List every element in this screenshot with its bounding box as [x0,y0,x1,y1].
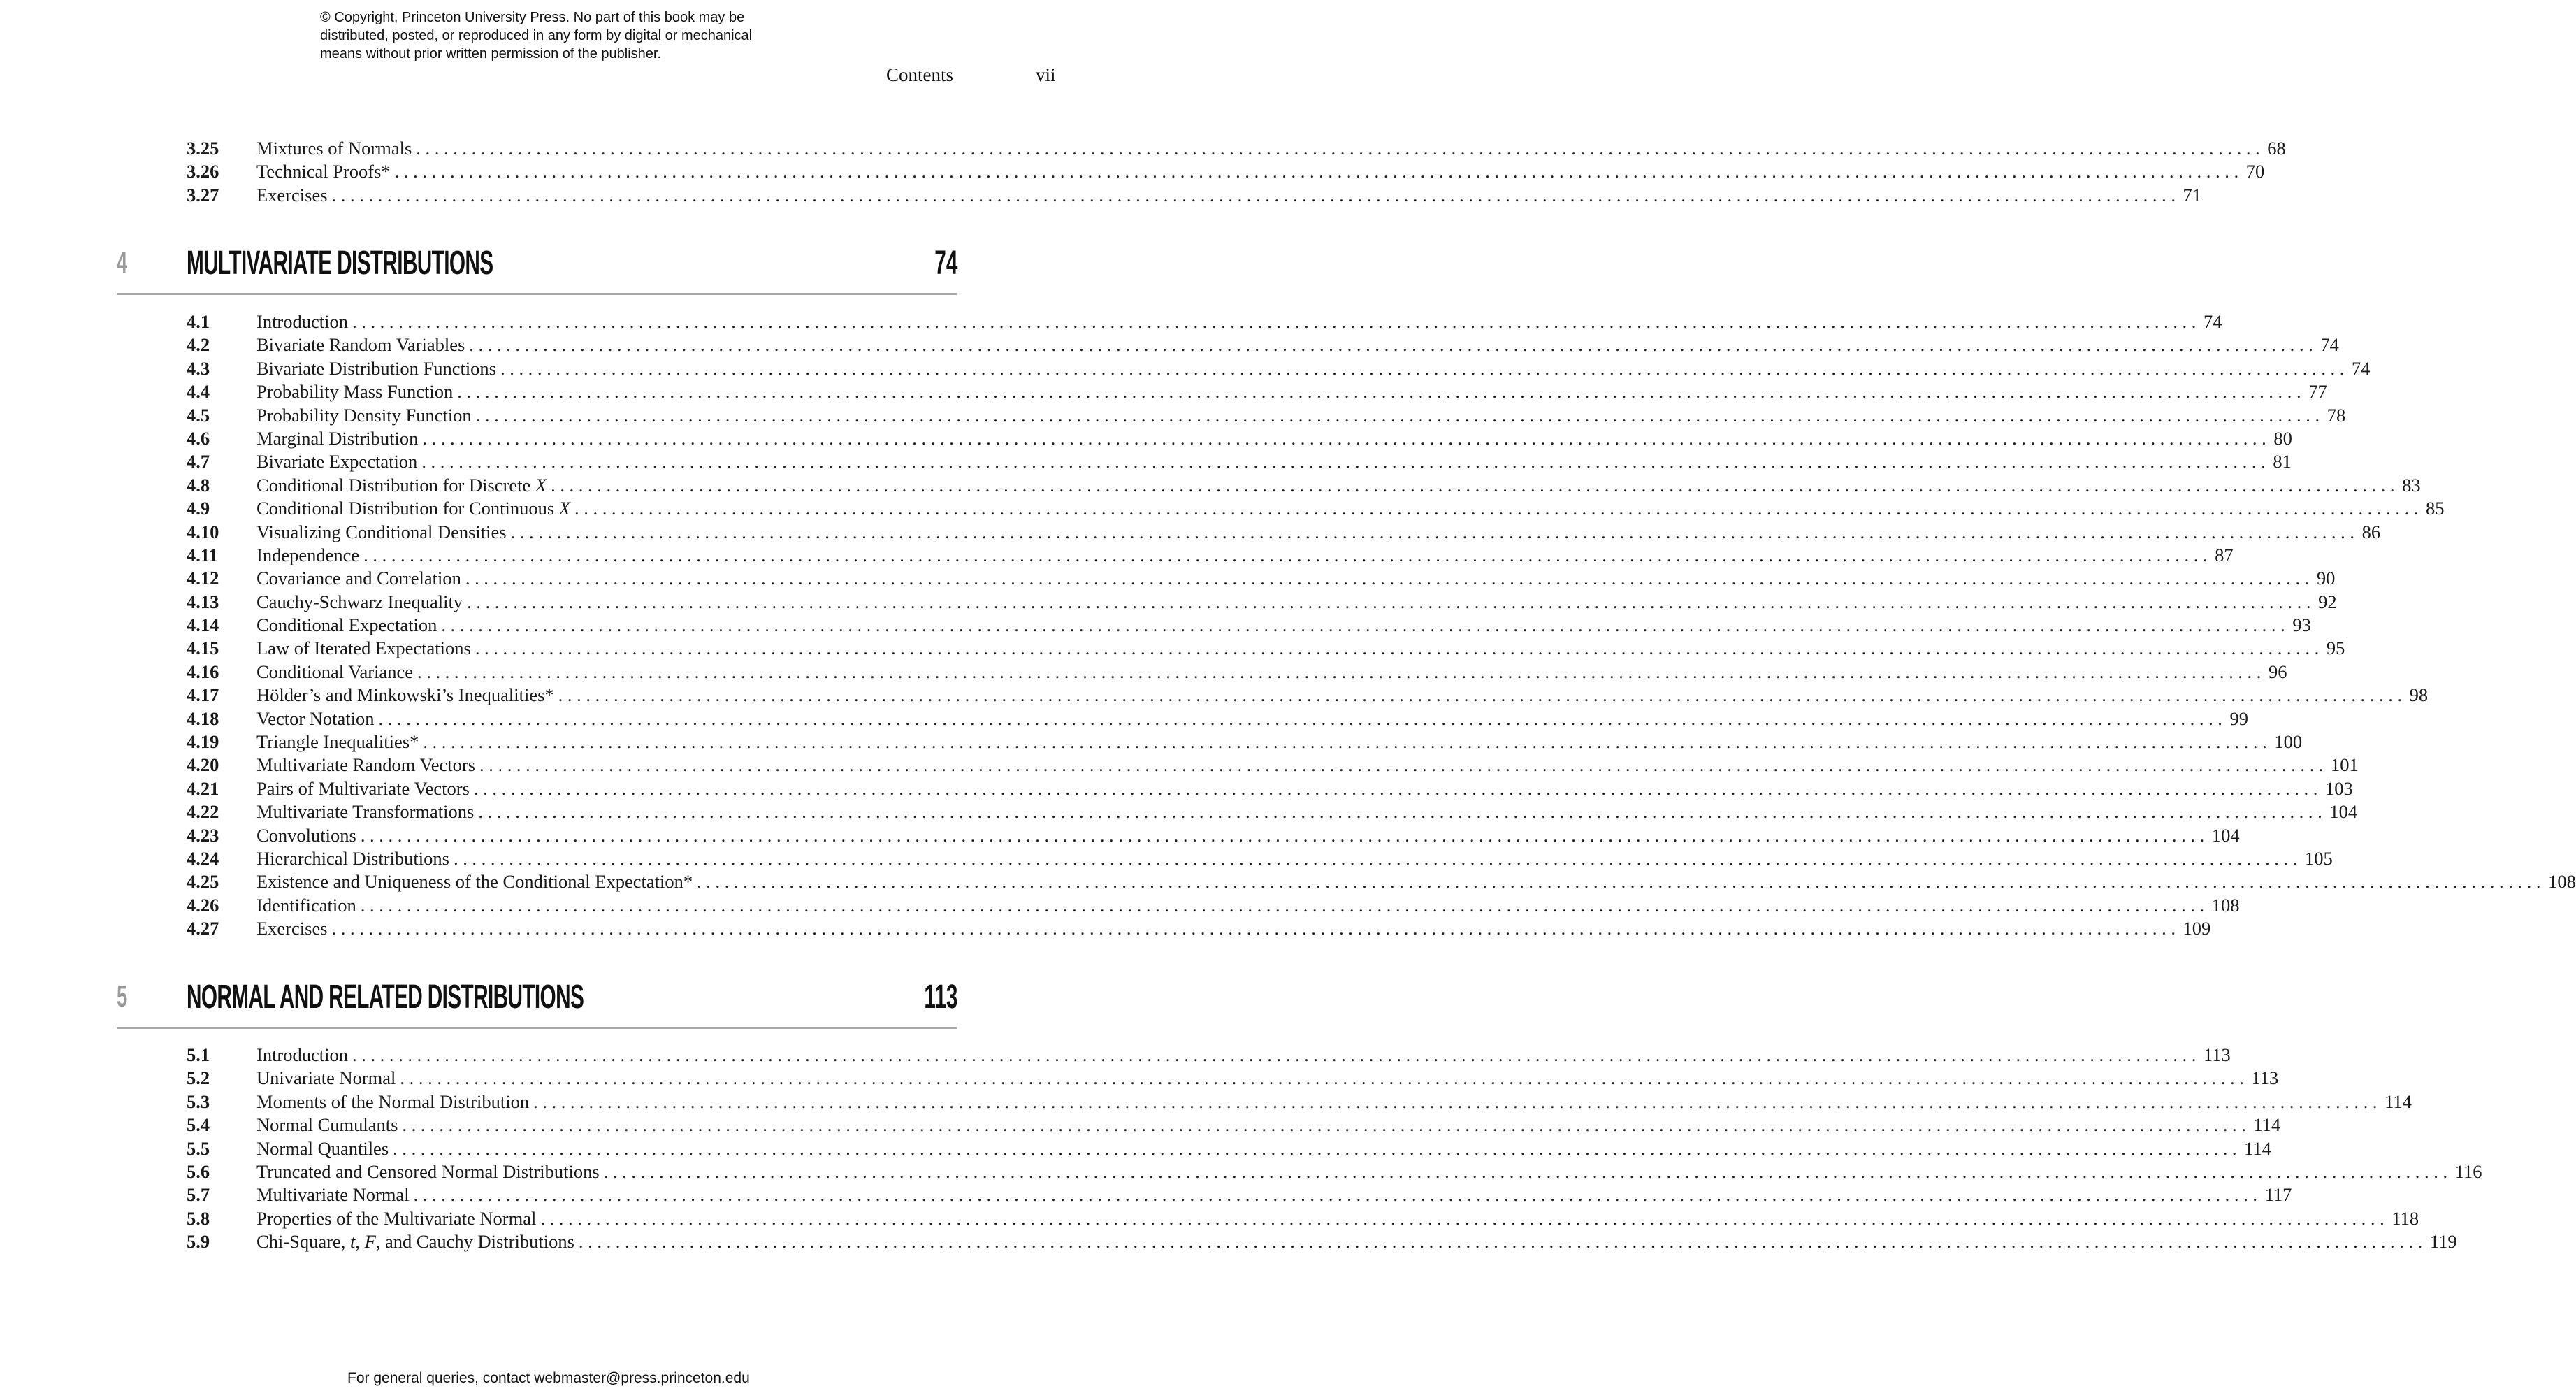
toc-entry-title: Introduction [256,311,348,332]
toc-entry-title: Convolutions [256,824,356,846]
toc-entry-page-number: 116 [2454,1160,2482,1182]
toc-entry[interactable] [187,1183,2292,1206]
toc-entry[interactable] [187,1160,2482,1183]
dot-leader: ........................................................................................................................................................................................................ [331,184,2180,206]
toc-entry[interactable] [187,1207,2419,1230]
toc-entry[interactable] [187,824,2240,847]
toc-entry-title: Conditional Distribution for Discrete X [256,474,547,496]
dot-leader: ........................................................................................................................................................................................................ [363,544,2213,565]
dot-leader: ........................................................................................................................................................................................................ [465,568,2314,589]
toc-entry-body [256,1230,2457,1253]
toc-entry[interactable] [187,427,2292,450]
toc-entry[interactable] [187,450,2292,473]
toc-entry-page-number: 99 [2229,707,2249,729]
toc-entry-page-number: 109 [2183,918,2211,939]
chapter-title: MULTIVARIATE DISTRIBUTIONS [187,245,493,282]
dot-leader: ........................................................................................................................................................................................................ [473,777,2322,799]
toc-entry-body [256,707,2249,730]
dot-leader: ........................................................................................................................................................................................................ [360,894,2209,916]
footer-contact: For general queries, contact webmaster@press.princeton.edu [347,1370,750,1386]
toc-entry-body [256,333,2339,356]
toc-entry-number: 4.20 [187,754,219,776]
chapter-number: 5 [117,979,128,1014]
toc-entry[interactable] [187,730,2303,754]
toc-entry-number: 4.10 [187,521,219,542]
toc-entry[interactable] [187,333,2339,356]
toc-entry-number: 5.5 [187,1137,210,1159]
toc-list-chapter3-continued [187,137,2286,207]
toc-entry-page-number: 103 [2324,777,2353,799]
toc-entry-title: Properties of the Multivariate Normal [256,1207,537,1229]
toc-entry-number: 4.17 [187,684,219,706]
copyright-line: distributed, posted, or reproduced in any form by digital or mechanical [320,28,753,43]
toc-entry-page-number: 108 [2211,894,2240,916]
toc-entry-title: Conditional Expectation [256,614,437,636]
dot-leader: ........................................................................................................................................................................................................ [558,684,2407,706]
toc-entry-title: Hierarchical Distributions [256,847,449,869]
toc-entry-page-number: 113 [2251,1067,2279,1089]
toc-entry-page-number: 86 [2361,521,2381,542]
toc-entry-body [256,894,2240,917]
dot-leader: ........................................................................................................................................................................................................ [475,404,2324,426]
toc-entry-title: Normal Quantiles [256,1137,389,1159]
toc-entry[interactable] [187,894,2240,917]
copyright-line: means without prior written permission of the publisher. [320,46,662,62]
toc-entry-body [256,1137,2271,1160]
toc-entry-page-number: 114 [2244,1137,2271,1159]
toc-entry[interactable] [187,707,2249,730]
toc-entry-body [256,450,2292,473]
toc-list-chapter4 [187,310,2576,941]
toc-entry-title: Conditional Variance [256,661,413,682]
dot-leader: ........................................................................................................................................................................................................ [331,918,2180,939]
dot-leader: ........................................................................................................................................................................................................ [603,1160,2452,1182]
toc-entry-title: Visualizing Conditional Densities [256,521,507,542]
toc-entry-title: Marginal Distribution [256,427,419,449]
toc-entry-body [256,1183,2292,1206]
toc-entry[interactable] [187,357,2371,380]
copyright-line: © Copyright, Princeton University Press. No part of this book may be [320,10,745,25]
dot-leader: ........................................................................................................................................................................................................ [402,1114,2251,1136]
dot-leader: ........................................................................................................................................................................................................ [352,1044,2201,1065]
toc-entry-number: 4.19 [187,731,219,753]
dot-leader: ........................................................................................................................................................................................................ [540,1207,2389,1229]
toc-entry-body [256,567,2336,590]
dot-leader: ........................................................................................................................................................................................................ [417,661,2266,682]
toc-entry-body [256,591,2337,614]
dot-leader: ........................................................................................................................................................................................................ [393,1137,2242,1159]
toc-entry-page-number: 100 [2274,731,2303,753]
dot-leader: ........................................................................................................................................................................................................ [422,427,2271,449]
toc-entry-body [256,1044,2231,1067]
dot-leader: ........................................................................................................................................................................................................ [478,801,2327,823]
toc-entry-number: 4.14 [187,614,219,636]
toc-entry-number: 4.27 [187,918,219,939]
toc-entry-page-number: 98 [2409,684,2429,706]
toc-entry-page-number: 78 [2327,404,2346,426]
toc-entry-page-number: 119 [2429,1231,2457,1253]
dot-leader: ........................................................................................................................................................................................................ [413,1184,2262,1206]
toc-entry-number: 3.27 [187,184,219,206]
toc-entry-page-number: 92 [2318,591,2337,612]
toc-entry-number: 4.21 [187,777,219,799]
dot-leader: ........................................................................................................................................................................................................ [352,311,2201,332]
running-head-page-number: vii [1036,64,1056,85]
toc-entry-number: 4.2 [187,334,210,356]
toc-entry-number: 4.11 [187,544,218,565]
toc-entry-number: 5.8 [187,1207,210,1229]
toc-entry-body [256,917,2211,940]
chapter-title: NORMAL AND RELATED DISTRIBUTIONS [187,979,584,1016]
toc-entry-body [256,614,2311,637]
toc-entry-title: Moments of the Normal Distribution [256,1090,530,1112]
toc-entry-number: 4.1 [187,311,210,332]
toc-entry-number: 4.24 [187,847,219,869]
toc-entry[interactable] [187,1090,2412,1114]
toc-entry-number: 5.3 [187,1090,210,1112]
toc-entry-body [256,730,2303,754]
toc-entry-page-number: 113 [2204,1044,2231,1065]
toc-entry-title: Triangle Inequalities* [256,731,419,753]
toc-entry[interactable] [187,404,2346,427]
dot-leader: ........................................................................................................................................................................................................ [416,138,2265,159]
dot-leader: ........................................................................................................................................................................................................ [423,731,2272,753]
toc-entry-page-number: 93 [2292,614,2311,636]
toc-entry[interactable] [187,310,2222,333]
toc-entry-page-number: 85 [2426,498,2445,519]
toc-entry-page-number: 96 [2268,661,2287,682]
toc-entry-title: Probability Mass Function [256,381,454,403]
toc-entry[interactable] [187,1114,2281,1137]
toc-entry-body [256,1160,2482,1183]
dot-leader: ........................................................................................................................................................................................................ [421,451,2271,473]
toc-entry-number: 5.1 [187,1044,210,1065]
toc-entry-page-number: 74 [2320,334,2339,356]
toc-entry-body [256,637,2345,660]
toc-entry-body [256,824,2240,847]
toc-entry-body [256,1207,2419,1230]
toc-entry[interactable] [187,1044,2231,1067]
toc-entry[interactable] [187,1230,2457,1253]
toc-entry-title: Cauchy-Schwarz Inequality [256,591,463,612]
toc-entry-title: Hölder’s and Minkowski’s Inequalities* [256,684,554,706]
copyright-notice [320,8,823,63]
toc-entry-body [256,380,2327,403]
dot-leader: ........................................................................................................................................................................................................ [551,474,2400,496]
toc-entry-number: 4.15 [187,637,219,659]
toc-entry-body [256,521,2381,544]
toc-entry[interactable] [187,137,2286,160]
dot-leader: ........................................................................................................................................................................................................ [533,1090,2382,1112]
toc-entry-body [256,777,2353,800]
toc-entry-title: Exercises [256,184,328,206]
toc-entry[interactable] [187,544,2234,567]
toc-entry-body [256,800,2358,823]
toc-entry-title: Chi-Square, t, F, and Cauchy Distributions [256,1231,574,1253]
toc-entry-page-number: 74 [2352,357,2371,379]
toc-entry-number: 4.18 [187,707,219,729]
dot-leader: ........................................................................................................................................................................................................ [510,521,2359,542]
toc-entry-number: 4.4 [187,381,210,403]
dot-leader: ........................................................................................................................................................................................................ [479,754,2329,776]
toc-entry-number: 5.6 [187,1160,210,1182]
toc-entry-number: 4.23 [187,824,219,846]
toc-entry-number: 4.22 [187,801,219,823]
toc-entry-number: 4.9 [187,498,210,519]
toc-entry-number: 5.9 [187,1231,210,1253]
toc-entry-number: 3.26 [187,161,219,182]
toc-entry-title: Normal Cumulants [256,1114,398,1136]
toc-entry-page-number: 81 [2273,451,2292,473]
toc-entry-body [256,137,2286,160]
toc-entry-number: 4.6 [187,427,210,449]
toc-entry-page-number: 114 [2385,1090,2412,1112]
dot-leader: ........................................................................................................................................................................................................ [475,637,2324,659]
toc-entry-number: 5.7 [187,1184,210,1206]
chapter-heading-5[interactable] [117,971,957,1029]
toc-entry[interactable] [187,474,2421,497]
chapter-page-number: 74 [934,245,957,282]
toc-entry-number: 5.4 [187,1114,210,1136]
dot-leader: ........................................................................................................................................................................................................ [360,824,2209,846]
toc-entry-title: Covariance and Correlation [256,568,461,589]
toc-entry[interactable] [187,847,2333,870]
toc-entry-body [256,754,2359,777]
toc-entry-body [256,184,2202,207]
toc-entry-title: Probability Density Function [256,404,472,426]
running-head-section: Contents [886,64,954,85]
toc-entry-body [256,544,2234,567]
toc-entry-page-number: 117 [2264,1184,2292,1206]
toc-entry-title: Multivariate Transformations [256,801,475,823]
toc-entry[interactable] [187,661,2287,684]
toc-entry-page-number: 70 [2245,161,2265,182]
toc-list-chapter5 [187,1044,2482,1254]
toc-entry-title: Mixtures of Normals [256,138,412,159]
toc-entry-body [256,661,2287,684]
dot-leader: ........................................................................................................................................................................................................ [500,357,2349,379]
toc-entry-page-number: 118 [2392,1207,2419,1229]
toc-entry-number: 4.3 [187,357,210,379]
toc-entry-number: 4.5 [187,404,210,426]
toc-entry-number: 4.12 [187,568,219,589]
toc-entry-number: 4.7 [187,451,210,473]
toc-entry-number: 3.25 [187,138,219,159]
toc-entry-number: 4.8 [187,474,210,496]
toc-entry[interactable] [187,637,2345,660]
toc-entry[interactable] [187,380,2327,403]
toc-entry-body [256,310,2222,333]
toc-entry-body [256,427,2292,450]
dot-leader: ........................................................................................................................................................................................................ [441,614,2290,636]
toc-entry[interactable] [187,800,2358,823]
toc-entry-body [256,474,2421,497]
toc-entry-body [256,1090,2412,1114]
toc-entry[interactable] [187,184,2202,207]
toc-entry-body [256,1114,2281,1137]
toc-entry[interactable] [187,160,2265,183]
toc-entry-title: Multivariate Normal [256,1184,410,1206]
toc-entry-title: Technical Proofs* [256,161,391,182]
toc-entry-body [256,870,2576,893]
toc-entry-number: 5.2 [187,1067,210,1089]
toc-entry-number: 4.13 [187,591,219,612]
toc-entry[interactable] [187,567,2336,590]
chapter-page-number: 113 [923,979,957,1016]
toc-entry-title: Vector Notation [256,707,375,729]
toc-entry[interactable] [187,684,2429,707]
toc-entry-page-number: 90 [2316,568,2336,589]
toc-entry-title: Conditional Distribution for Continuous X [256,498,571,519]
toc-entry[interactable] [187,917,2211,940]
toc-entry-title: Introduction [256,1044,348,1065]
toc-entry-page-number: 68 [2267,138,2286,159]
toc-entry[interactable] [187,777,2353,800]
dot-leader: ........................................................................................................................................................................................................ [574,498,2424,519]
dot-leader: ........................................................................................................................................................................................................ [378,707,2227,729]
toc-entry-title: Law of Iterated Expectations [256,637,471,659]
toc-entry-page-number: 105 [2304,847,2333,869]
toc-entry-page-number: 77 [2308,381,2327,403]
toc-entry-title: Truncated and Censored Normal Distributions [256,1160,600,1182]
dot-leader: ........................................................................................................................................................................................................ [457,381,2306,403]
toc-entry[interactable] [187,870,2576,893]
toc-entry[interactable] [187,497,2445,520]
toc-entry-page-number: 95 [2326,637,2345,659]
toc-entry-title: Bivariate Expectation [256,451,418,473]
toc-entry-title: Bivariate Distribution Functions [256,357,496,379]
toc-entry-page-number: 80 [2273,427,2292,449]
dot-leader: ........................................................................................................................................................................................................ [467,591,2316,612]
toc-entry-number: 4.25 [187,871,219,893]
toc-entry-number: 4.26 [187,894,219,916]
toc-entry-body [256,160,2265,183]
toc-entry[interactable] [187,591,2337,614]
toc-entry-title: Univariate Normal [256,1067,396,1089]
toc-entry-page-number: 104 [2211,824,2240,846]
toc-entry-body [256,497,2445,520]
toc-entry[interactable] [187,614,2311,637]
chapter-number: 4 [117,245,128,280]
toc-entry-page-number: 74 [2204,311,2222,332]
dot-leader: ........................................................................................................................................................................................................ [453,847,2302,869]
toc-entry-body [256,847,2333,870]
toc-entry-page-number: 101 [2331,754,2359,776]
toc-entry-body [256,684,2429,707]
dot-leader: ........................................................................................................................................................................................................ [469,334,2318,356]
dot-leader: ........................................................................................................................................................................................................ [400,1067,2249,1089]
toc-entry-body [256,1067,2279,1090]
toc-entry-title: Independence [256,544,360,565]
toc-entry-page-number: 71 [2183,184,2202,206]
toc-entry-body [256,357,2371,380]
toc-entry-body [256,404,2346,427]
toc-entry-title: Bivariate Random Variables [256,334,465,356]
toc-entry-page-number: 114 [2253,1114,2281,1136]
chapter-heading-4[interactable] [117,237,957,295]
dot-leader: ........................................................................................................................................................................................................ [578,1231,2427,1253]
toc-entry-title: Existence and Uniqueness of the Conditional Expectation* [256,871,693,893]
toc-entry-number: 4.16 [187,661,219,682]
toc-entry-title: Pairs of Multivariate Vectors [256,777,470,799]
dot-leader: ........................................................................................................................................................................................................ [394,161,2243,182]
toc-entry-title: Multivariate Random Vectors [256,754,476,776]
toc-entry[interactable] [187,521,2381,544]
toc-entry-page-number: 108 [2548,871,2576,893]
dot-leader: ........................................................................................................................................................................................................ [697,871,2546,893]
toc-entry[interactable] [187,754,2359,777]
toc-entry-title: Identification [256,894,356,916]
toc-entry-page-number: 104 [2329,801,2358,823]
toc-entry-title: Exercises [256,918,328,939]
toc-entry-page-number: 87 [2215,544,2234,565]
toc-entry[interactable] [187,1137,2271,1160]
toc-entry-page-number: 83 [2402,474,2421,496]
toc-entry[interactable] [187,1067,2279,1090]
